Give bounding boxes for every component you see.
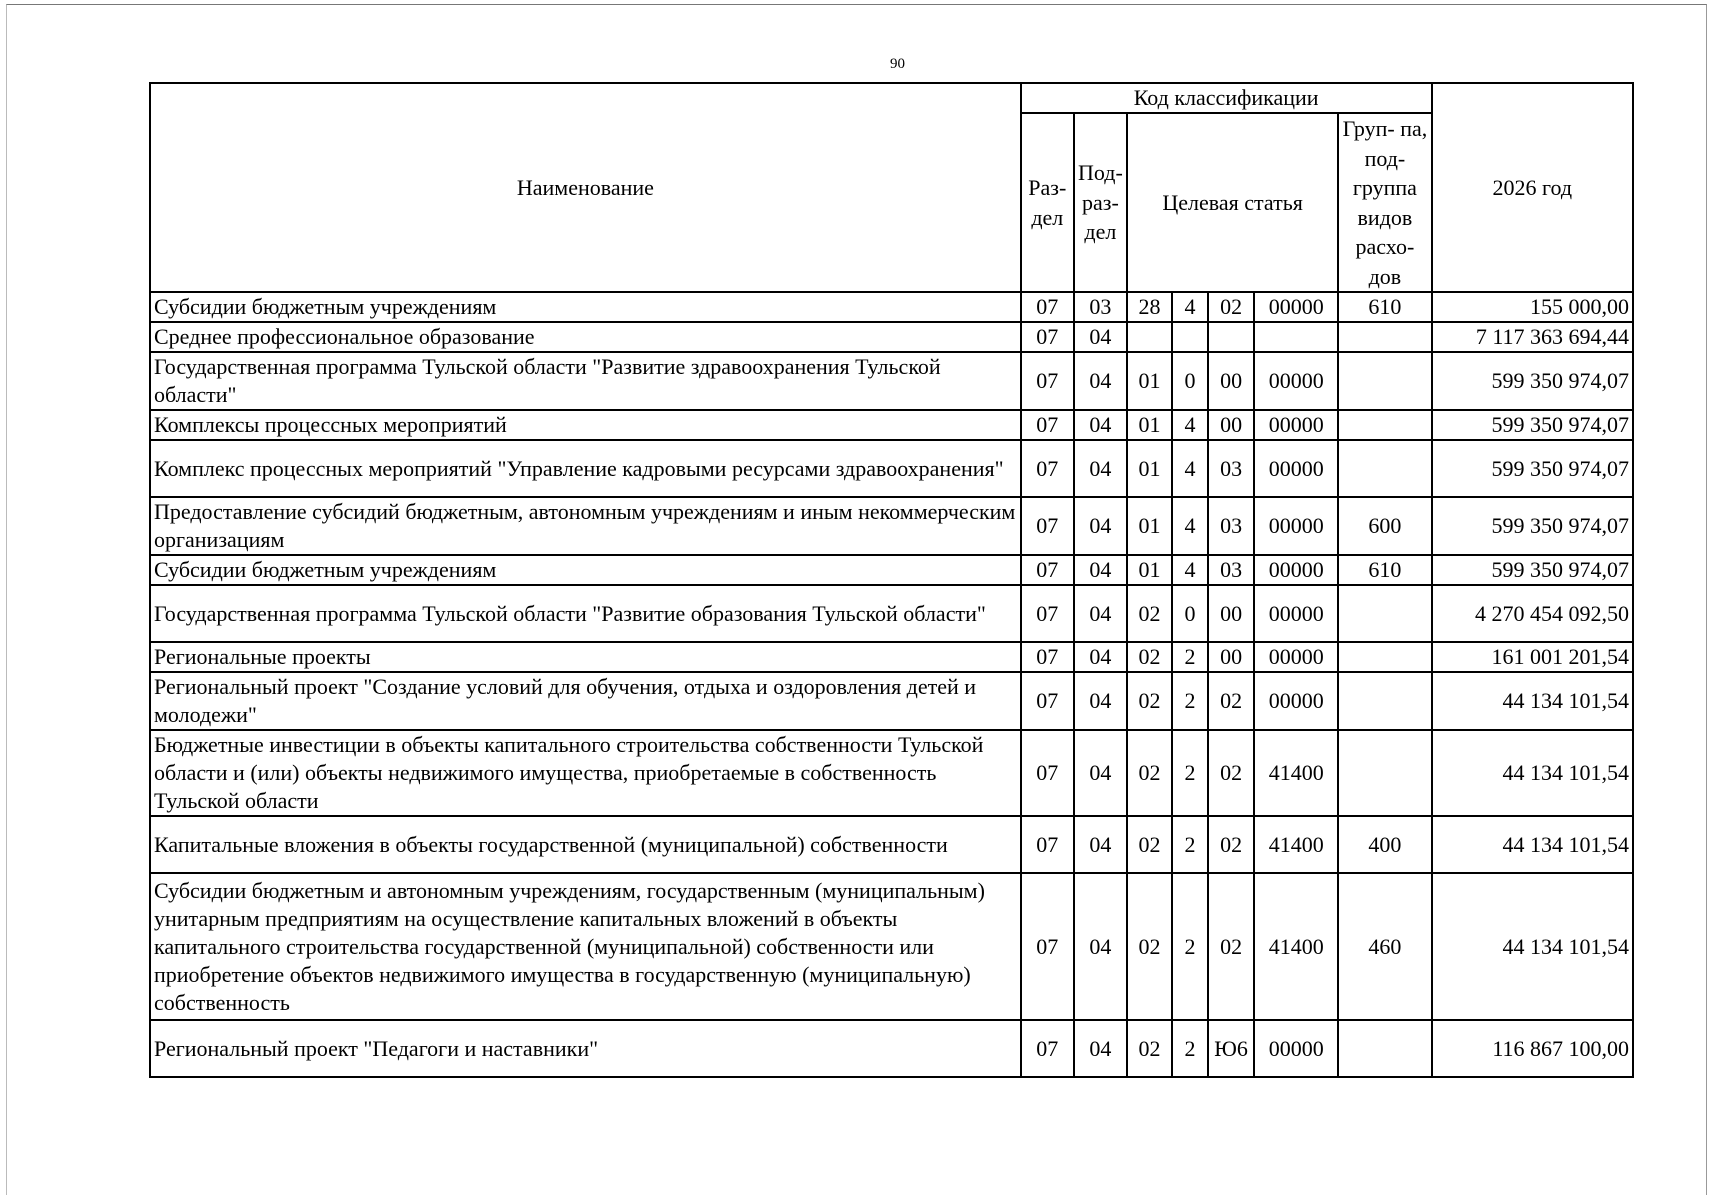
row-target-code: 00000 bbox=[1254, 352, 1338, 410]
row-target-code: 00000 bbox=[1254, 440, 1338, 497]
row-podrazdel: 04 bbox=[1074, 642, 1127, 672]
row-podrazdel: 04 bbox=[1074, 322, 1127, 352]
row-podrazdel: 04 bbox=[1074, 873, 1127, 1020]
row-target-program: 02 bbox=[1127, 672, 1172, 730]
row-target-program: 02 bbox=[1127, 873, 1172, 1020]
row-target-type: 2 bbox=[1172, 873, 1208, 1020]
row-target-direction: 02 bbox=[1208, 816, 1254, 873]
row-razdel: 07 bbox=[1021, 292, 1074, 322]
row-amount: 599 350 974,07 bbox=[1432, 410, 1633, 440]
table-row bbox=[150, 1020, 1633, 1077]
table-row bbox=[150, 352, 1633, 410]
row-target-direction: 02 bbox=[1208, 873, 1254, 1020]
row-razdel: 07 bbox=[1021, 410, 1074, 440]
budget-table bbox=[149, 82, 1634, 1078]
row-amount: 599 350 974,07 bbox=[1432, 555, 1633, 585]
row-name: Субсидии бюджетным и автономным учреждениям, государственным (муниципальным) унитарным предприятиям на осуществление капитальных вложений в объекты капитального строительства государственной (муниципальной) собственности или приобретение объектов недвижимого имущества в государственную (муниципальную) собственность bbox=[150, 873, 1021, 1020]
row-razdel: 07 bbox=[1021, 1020, 1074, 1077]
row-amount: 116 867 100,00 bbox=[1432, 1020, 1633, 1077]
row-target-program: 01 bbox=[1127, 352, 1172, 410]
row-target-type: 4 bbox=[1172, 497, 1208, 555]
row-name: Комплексы процессных мероприятий bbox=[150, 410, 1021, 440]
row-target-program: 02 bbox=[1127, 816, 1172, 873]
header-razdel: Раз- дел bbox=[1021, 113, 1074, 292]
row-target-program: 01 bbox=[1127, 555, 1172, 585]
row-expense-type bbox=[1338, 352, 1431, 410]
row-target-type: 2 bbox=[1172, 730, 1208, 816]
row-target-code: 00000 bbox=[1254, 497, 1338, 555]
row-razdel: 07 bbox=[1021, 585, 1074, 642]
row-expense-type bbox=[1338, 585, 1431, 642]
row-expense-type bbox=[1338, 672, 1431, 730]
row-target-program: 01 bbox=[1127, 497, 1172, 555]
row-name: Субсидии бюджетным учреждениям bbox=[150, 555, 1021, 585]
row-amount: 7 117 363 694,44 bbox=[1432, 322, 1633, 352]
row-target-type: 2 bbox=[1172, 672, 1208, 730]
row-razdel: 07 bbox=[1021, 555, 1074, 585]
table-row bbox=[150, 730, 1633, 816]
row-podrazdel: 04 bbox=[1074, 555, 1127, 585]
row-target-code: 00000 bbox=[1254, 555, 1338, 585]
row-amount: 599 350 974,07 bbox=[1432, 497, 1633, 555]
row-podrazdel: 04 bbox=[1074, 410, 1127, 440]
row-razdel: 07 bbox=[1021, 352, 1074, 410]
header-vid: Груп- па, под- группа видов расхо- дов bbox=[1338, 113, 1431, 292]
row-name: Региональный проект "Создание условий для обучения, отдыха и оздоровления детей и молодежи" bbox=[150, 672, 1021, 730]
row-expense-type bbox=[1338, 410, 1431, 440]
row-expense-type bbox=[1338, 730, 1431, 816]
row-expense-type bbox=[1338, 642, 1431, 672]
row-razdel: 07 bbox=[1021, 730, 1074, 816]
row-name: Капитальные вложения в объекты государственной (муниципальной) собственности bbox=[150, 816, 1021, 873]
row-amount: 599 350 974,07 bbox=[1432, 440, 1633, 497]
row-target-program: 01 bbox=[1127, 410, 1172, 440]
row-target-code: 41400 bbox=[1254, 816, 1338, 873]
row-target-code: 00000 bbox=[1254, 585, 1338, 642]
row-podrazdel: 03 bbox=[1074, 292, 1127, 322]
table-row bbox=[150, 642, 1633, 672]
row-razdel: 07 bbox=[1021, 642, 1074, 672]
row-target-program: 02 bbox=[1127, 1020, 1172, 1077]
row-target-code: 00000 bbox=[1254, 292, 1338, 322]
row-name: Региональный проект "Педагоги и наставники" bbox=[150, 1020, 1021, 1077]
table-row bbox=[150, 410, 1633, 440]
row-expense-type bbox=[1338, 440, 1431, 497]
row-amount: 44 134 101,54 bbox=[1432, 672, 1633, 730]
header-row-top bbox=[150, 83, 1633, 113]
row-razdel: 07 bbox=[1021, 497, 1074, 555]
row-target-code: 41400 bbox=[1254, 730, 1338, 816]
table-row bbox=[150, 672, 1633, 730]
row-name: Комплекс процессных мероприятий "Управление кадровыми ресурсами здравоохранения" bbox=[150, 440, 1021, 497]
row-podrazdel: 04 bbox=[1074, 672, 1127, 730]
row-target-direction: 00 bbox=[1208, 352, 1254, 410]
row-expense-type: 600 bbox=[1338, 497, 1431, 555]
row-target-direction: 00 bbox=[1208, 410, 1254, 440]
row-target-type: 4 bbox=[1172, 410, 1208, 440]
row-podrazdel: 04 bbox=[1074, 816, 1127, 873]
row-amount: 599 350 974,07 bbox=[1432, 352, 1633, 410]
row-expense-type bbox=[1338, 322, 1431, 352]
row-podrazdel: 04 bbox=[1074, 1020, 1127, 1077]
header-year: 2026 год bbox=[1432, 83, 1633, 292]
row-target-type: 2 bbox=[1172, 1020, 1208, 1077]
row-target-direction: 03 bbox=[1208, 440, 1254, 497]
row-podrazdel: 04 bbox=[1074, 352, 1127, 410]
row-target-type: 4 bbox=[1172, 440, 1208, 497]
row-amount: 44 134 101,54 bbox=[1432, 873, 1633, 1020]
row-target-direction: 00 bbox=[1208, 642, 1254, 672]
row-podrazdel: 04 bbox=[1074, 497, 1127, 555]
row-amount: 44 134 101,54 bbox=[1432, 816, 1633, 873]
row-expense-type: 400 bbox=[1338, 816, 1431, 873]
row-target-direction: 03 bbox=[1208, 555, 1254, 585]
table-row bbox=[150, 497, 1633, 555]
row-target-program: 02 bbox=[1127, 585, 1172, 642]
row-target-type: 2 bbox=[1172, 642, 1208, 672]
row-podrazdel: 04 bbox=[1074, 440, 1127, 497]
row-target-type bbox=[1172, 322, 1208, 352]
table-row bbox=[150, 585, 1633, 642]
row-amount: 161 001 201,54 bbox=[1432, 642, 1633, 672]
table-body bbox=[150, 292, 1633, 1077]
row-target-type: 4 bbox=[1172, 292, 1208, 322]
table-row bbox=[150, 873, 1633, 1020]
row-name: Бюджетные инвестиции в объекты капитального строительства собственности Тульской области и (или) объекты недвижимого имущества, приобретаемые в собственность Тульской области bbox=[150, 730, 1021, 816]
row-name: Среднее профессиональное образование bbox=[150, 322, 1021, 352]
header-target: Целевая статья bbox=[1127, 113, 1338, 292]
row-target-type: 0 bbox=[1172, 352, 1208, 410]
row-target-program: 02 bbox=[1127, 730, 1172, 816]
row-expense-type: 610 bbox=[1338, 555, 1431, 585]
row-expense-type: 610 bbox=[1338, 292, 1431, 322]
row-amount: 44 134 101,54 bbox=[1432, 730, 1633, 816]
row-target-direction: 02 bbox=[1208, 292, 1254, 322]
row-name: Государственная программа Тульской области "Развитие здравоохранения Тульской области" bbox=[150, 352, 1021, 410]
row-name: Субсидии бюджетным учреждениям bbox=[150, 292, 1021, 322]
row-podrazdel: 04 bbox=[1074, 585, 1127, 642]
row-target-program: 28 bbox=[1127, 292, 1172, 322]
row-name: Региональные проекты bbox=[150, 642, 1021, 672]
row-target-code: 00000 bbox=[1254, 1020, 1338, 1077]
row-razdel: 07 bbox=[1021, 440, 1074, 497]
header-podrazdel: Под- раз- дел bbox=[1074, 113, 1127, 292]
row-target-direction: 02 bbox=[1208, 730, 1254, 816]
row-target-program: 01 bbox=[1127, 440, 1172, 497]
row-target-code: 00000 bbox=[1254, 672, 1338, 730]
row-expense-type: 460 bbox=[1338, 873, 1431, 1020]
page-number: 90 bbox=[890, 56, 905, 72]
row-podrazdel: 04 bbox=[1074, 730, 1127, 816]
table-row bbox=[150, 555, 1633, 585]
row-target-type: 0 bbox=[1172, 585, 1208, 642]
table-row bbox=[150, 322, 1633, 352]
row-razdel: 07 bbox=[1021, 873, 1074, 1020]
row-name: Предоставление субсидий бюджетным, автономным учреждениям и иным некоммерческим организациям bbox=[150, 497, 1021, 555]
row-target-code: 00000 bbox=[1254, 642, 1338, 672]
row-target-code: 00000 bbox=[1254, 410, 1338, 440]
row-target-direction: 00 bbox=[1208, 585, 1254, 642]
row-amount: 155 000,00 bbox=[1432, 292, 1633, 322]
row-target-direction: 02 bbox=[1208, 672, 1254, 730]
row-razdel: 07 bbox=[1021, 672, 1074, 730]
table-row bbox=[150, 292, 1633, 322]
row-razdel: 07 bbox=[1021, 322, 1074, 352]
header-name: Наименование bbox=[150, 83, 1021, 292]
header-code-group: Код классификации bbox=[1021, 83, 1432, 113]
row-razdel: 07 bbox=[1021, 816, 1074, 873]
row-amount: 4 270 454 092,50 bbox=[1432, 585, 1633, 642]
row-target-code: 41400 bbox=[1254, 873, 1338, 1020]
row-target-direction: 03 bbox=[1208, 497, 1254, 555]
table-row bbox=[150, 816, 1633, 873]
row-target-program bbox=[1127, 322, 1172, 352]
row-name: Государственная программа Тульской области "Развитие образования Тульской области" bbox=[150, 585, 1021, 642]
row-target-program: 02 bbox=[1127, 642, 1172, 672]
row-target-direction bbox=[1208, 322, 1254, 352]
row-target-code bbox=[1254, 322, 1338, 352]
row-target-type: 2 bbox=[1172, 816, 1208, 873]
table-row bbox=[150, 440, 1633, 497]
row-target-direction: Ю6 bbox=[1208, 1020, 1254, 1077]
row-target-type: 4 bbox=[1172, 555, 1208, 585]
row-expense-type bbox=[1338, 1020, 1431, 1077]
